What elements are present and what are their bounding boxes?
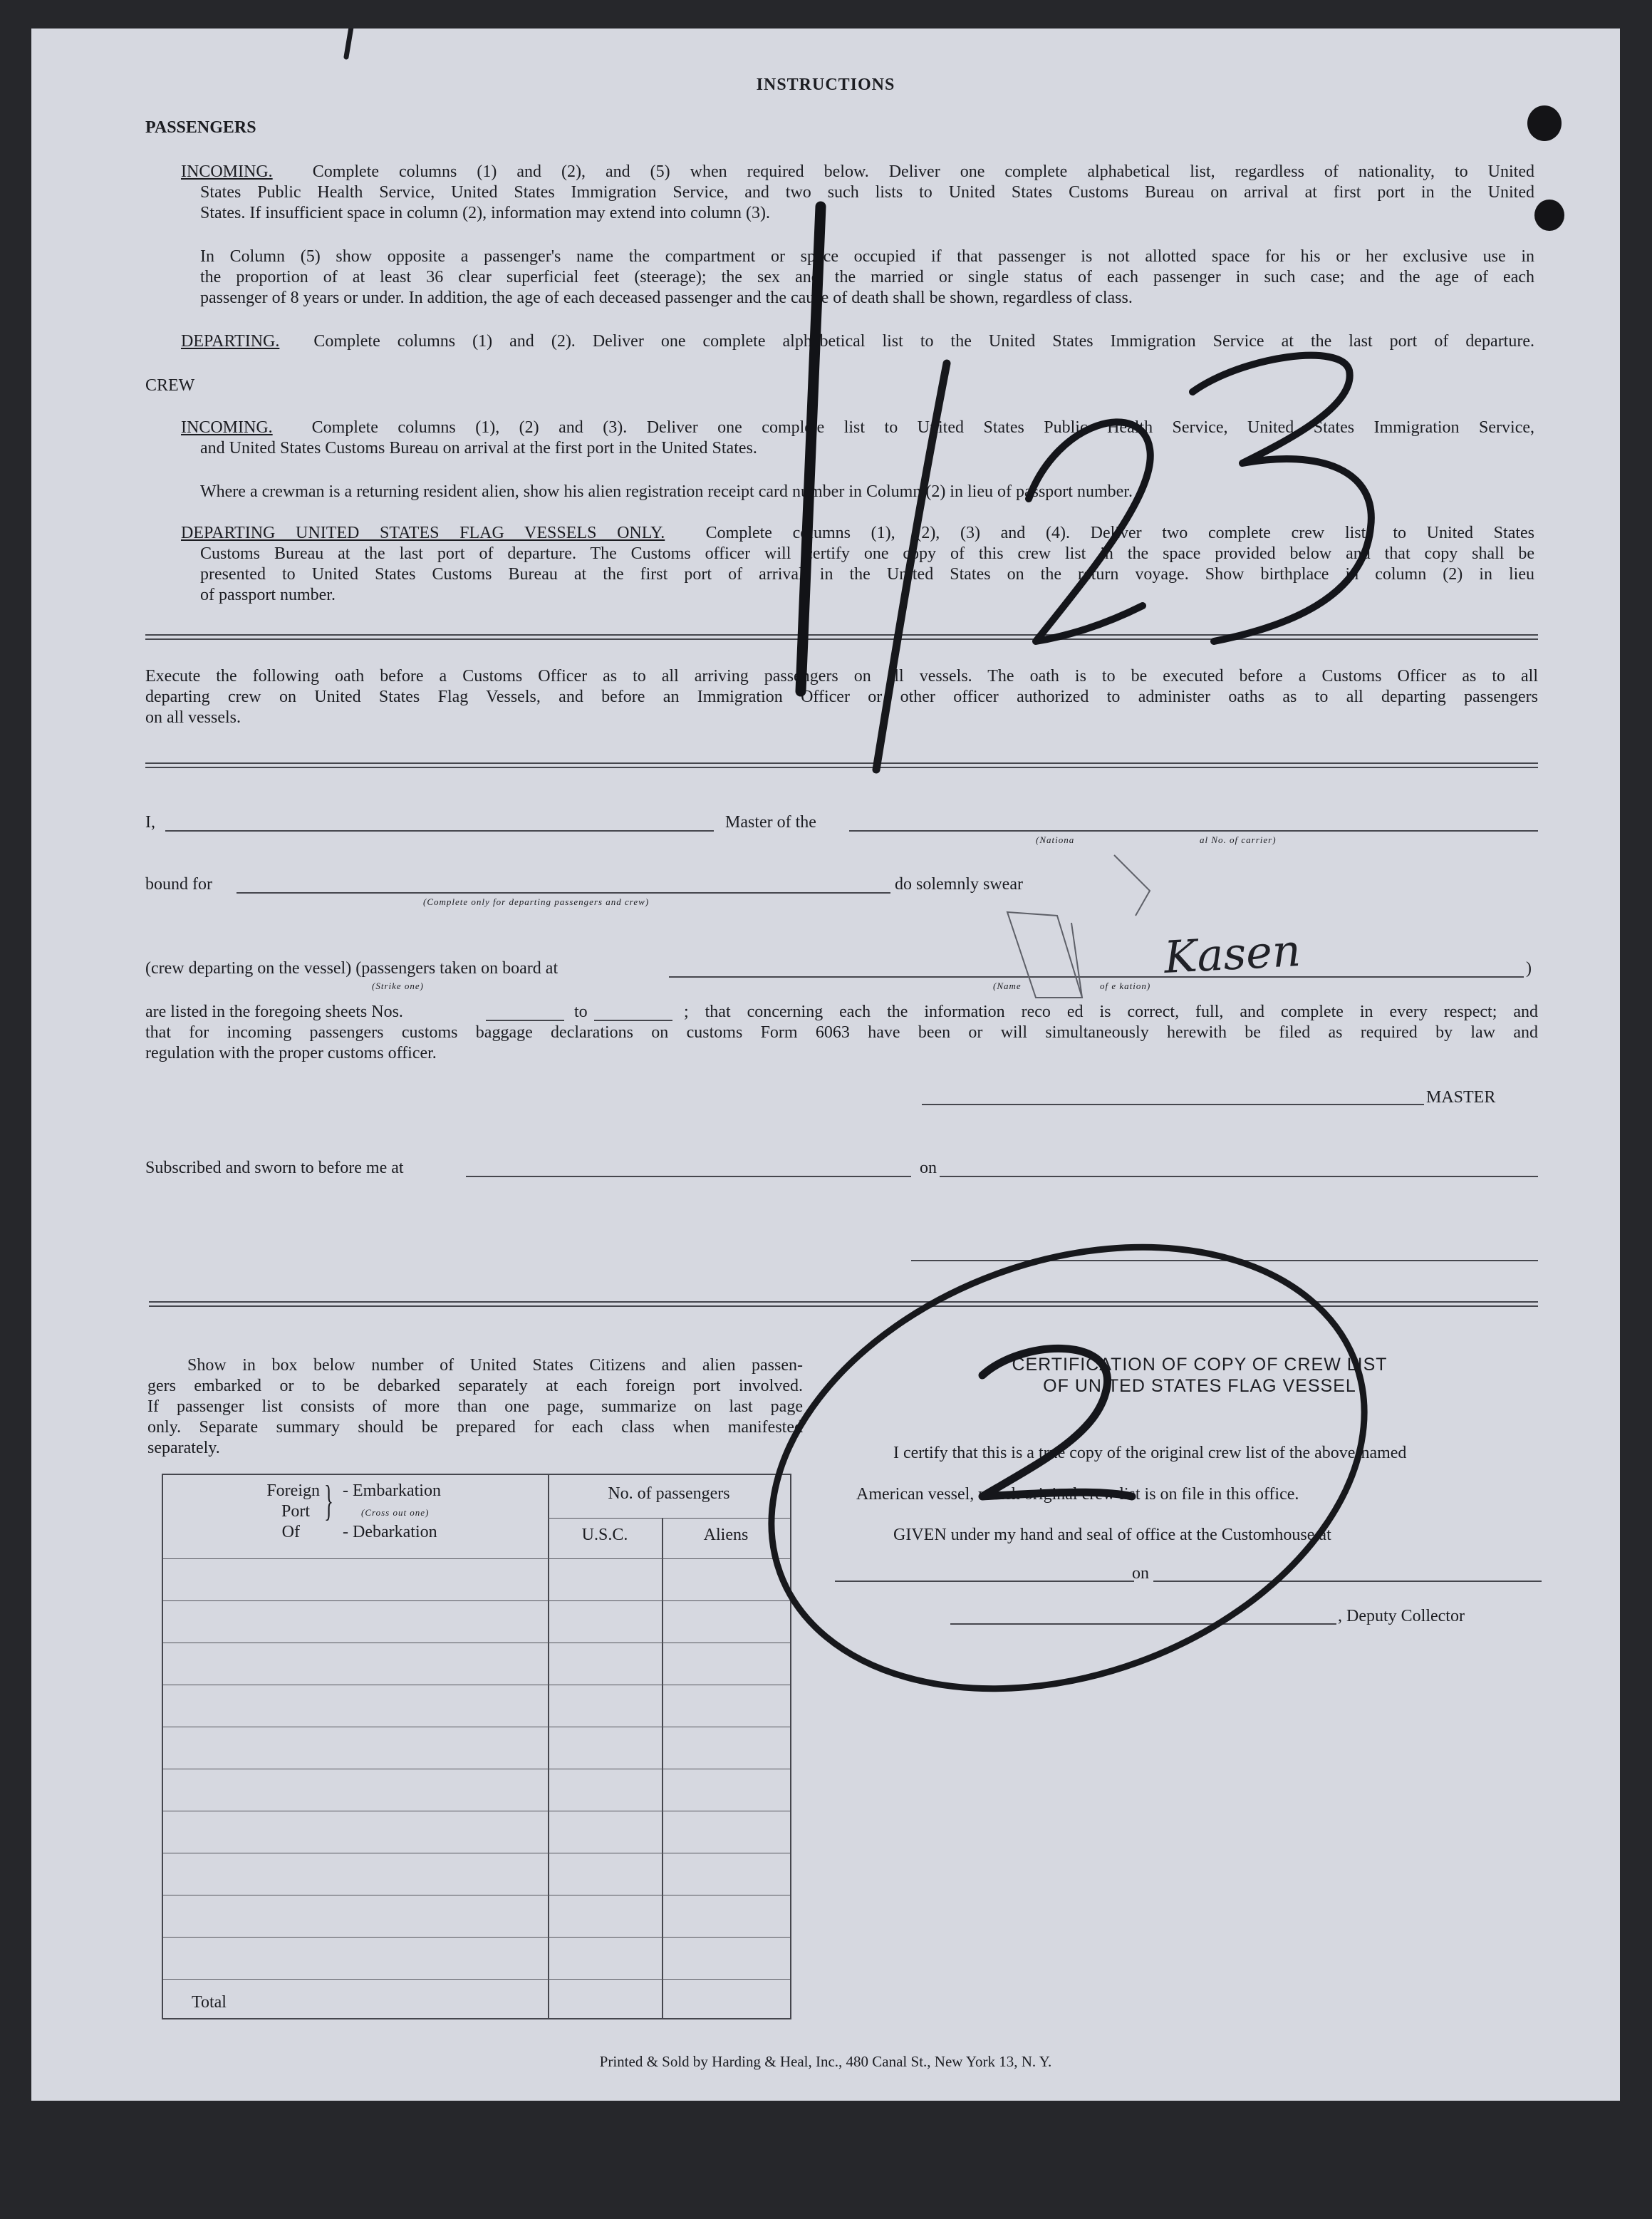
no-passengers-header: No. of passengers	[608, 1484, 730, 1503]
passengers-incoming-text: Complete columns (1) and (2), and (5) when required below. Deliver one complete alphabetical list, regardless of nationality, to United	[312, 162, 1535, 181]
crew-heading: CREW	[145, 376, 195, 395]
crew-departing-line4: of passport number.	[200, 586, 336, 604]
name-caption: (Name	[993, 981, 1022, 991]
handwritten-digit-three	[1193, 356, 1371, 641]
total-label: Total	[192, 1993, 227, 2012]
summary-line3: If passenger list consists of more than one page, summarize on last page	[147, 1397, 803, 1416]
certification-title-line1: CERTIFICATION OF COPY OF CREW LIST	[1012, 1355, 1388, 1375]
master-of-the-label: Master of the	[725, 813, 816, 832]
crew-departing-line2: Customs Bureau at the last port of departure. The Customs officer will certify one copy of this crew list in the space provided below and that copy shall be	[200, 544, 1534, 563]
passengers-incoming-label: INCOMING.	[181, 162, 273, 181]
crew-incoming-text: Complete columns (1), (2) and (3). Deliver one complete list to United States Public Health Service, United States Immigration Service,	[311, 418, 1534, 437]
col-of-label: Of	[281, 1523, 300, 1541]
oath-line3: on all vessels.	[145, 708, 241, 727]
crew-departing-text: Complete columns (1), (2), (3) and (4). Deliver two complete crew lists to United States	[705, 524, 1535, 542]
handwritten-circle	[710, 1169, 1427, 1767]
passengers-incoming-line3: States. If insufficient space in column (2), information may extend into column (3).	[200, 204, 771, 222]
handwritten-slash-1	[801, 207, 821, 691]
deputy-collector-label: , Deputy Collector	[1338, 1607, 1465, 1625]
american-vessel-line: American vessel, which original crew list is on file in this office.	[856, 1485, 1299, 1504]
embarkation-label: - Embarkation	[343, 1481, 441, 1500]
column5-line3: passenger of 8 years or under. In addition, the age of each deceased passenger and the cause of death shall be shown, regardless of class.	[200, 289, 1133, 307]
debarkation-label: - Debarkation	[343, 1523, 437, 1541]
summary-line1: Show in box below number of United States Citizens and alien passen-	[187, 1356, 803, 1375]
usc-header: U.S.C.	[581, 1526, 628, 1544]
regulation-line: regulation with the proper customs officer.	[145, 1044, 437, 1062]
column5-line1: In Column (5) show opposite a passenger's name the compartment or space occupied if that passenger is not allotted space for his or her exclusive use in	[200, 247, 1534, 266]
cross-out-caption: (Cross out one)	[361, 1507, 430, 1518]
nationality-caption: (Nationa	[1036, 834, 1075, 845]
summary-line4: only. Separate summary should be prepared for each class when manifested	[147, 1418, 803, 1437]
printer-footer: Printed & Sold by Harding & Heal, Inc., 480 Canal St., New York 13, N. Y.	[599, 2053, 1052, 2070]
handwritten-digit-two	[1029, 422, 1150, 641]
crew-departing-label: (crew departing on the vessel) (passengers taken on board at	[145, 959, 559, 978]
certify-line: I certify that this is a true copy of the original crew list of the above-named	[893, 1444, 1407, 1462]
given-line: GIVEN under my hand and seal of office at the Customhouse at	[893, 1526, 1331, 1544]
oath-line2: departing crew on United States Flag Vessels, and before an Immigration Officer or other officer authorized to administer oaths as to all departing passengers	[145, 688, 1538, 706]
aliens-header: Aliens	[703, 1526, 749, 1544]
crew-departing-line3: presented to United States Customs Bureau at the first port of arrival in the United States on the return voyage. Show birthplace in column (2) in lieu	[200, 565, 1534, 584]
passengers-heading: PASSENGERS	[145, 118, 256, 137]
embarkation-caption: of e kation)	[1100, 981, 1151, 991]
are-listed-label: are listed in the foregoing sheets Nos.	[145, 1003, 403, 1021]
summary-line2: gers embarked or to be debarked separately at each foreign port involved.	[147, 1377, 803, 1395]
carrier-caption: al No. of carrier)	[1200, 834, 1277, 845]
crew-incoming-line2: and United States Customs Bureau on arrival at the first port in the United States.	[200, 439, 757, 457]
summary-line5: separately.	[147, 1439, 220, 1457]
document-page	[31, 29, 1620, 2101]
col-foreign-label: Foreign	[266, 1481, 320, 1500]
certification-title-line2: OF UNITED STATES FLAG VESSEL	[1043, 1376, 1356, 1396]
complete-only-caption: (Complete only for departing passengers and crew)	[423, 896, 650, 907]
strike-one-caption: (Strike one)	[372, 981, 425, 991]
brace-icon: }	[324, 1477, 333, 1524]
subscribed-on-label: on	[920, 1159, 937, 1177]
crew-resident-line: Where a crewman is a returning resident alien, show his alien registration receipt card number in Column (2) in lieu of passport number.	[200, 482, 1133, 501]
handwritten-slash-2	[876, 363, 947, 770]
column5-line2: the proportion of at least 36 clear superficial feet (steerage); the sex and the married or single status of each passenger in such case; and the age of each	[200, 268, 1534, 286]
oath-line1: Execute the following oath before a Customs Officer as to all arriving passengers on all vessels. The oath is to be executed before a Customs Officer as to all	[145, 667, 1538, 686]
close-paren: )	[1526, 959, 1532, 978]
margin-pen-mark	[346, 29, 352, 57]
crew-departing-label: DEPARTING UNITED STATES FLAG VESSELS ONLY.	[181, 524, 665, 542]
passengers-departing-text: Complete columns (1) and (2). Deliver one complete alphabetical list to the United States Immigration Service at the last port of departure.	[313, 332, 1534, 351]
concerning-line: ; that concerning each the information reco ed is correct, full, and complete in every respect; and	[684, 1003, 1538, 1021]
master-label: MASTER	[1426, 1088, 1496, 1107]
to-label: to	[574, 1003, 588, 1021]
baggage-line: that for incoming passengers customs baggage declarations on customs Form 6063 have been or will simultaneously herewith be filed as required by law and	[145, 1023, 1538, 1042]
col-port-label: Port	[281, 1502, 310, 1521]
passengers-departing-label: DEPARTING.	[181, 332, 280, 351]
crew-incoming-label: INCOMING.	[181, 418, 273, 437]
paper-crease	[1007, 855, 1150, 998]
bound-for-label: bound for	[145, 875, 212, 894]
instructions-heading: INSTRUCTIONS	[756, 76, 895, 94]
subscribed-label: Subscribed and sworn to before me at	[145, 1159, 404, 1177]
passengers-incoming-line2: States Public Health Service, United States Immigration Service, and two such lists to United States Customs Bureau on arrival at first port in the United	[200, 183, 1534, 202]
solemnly-swear-label: do solemnly swear	[895, 875, 1023, 894]
signature: Kasen	[1163, 924, 1302, 983]
handwriting-overlay	[31, 29, 1620, 2101]
certification-on-label: on	[1132, 1564, 1149, 1583]
handwritten-circled-two	[982, 1348, 1132, 1496]
i-label: I,	[145, 813, 155, 832]
